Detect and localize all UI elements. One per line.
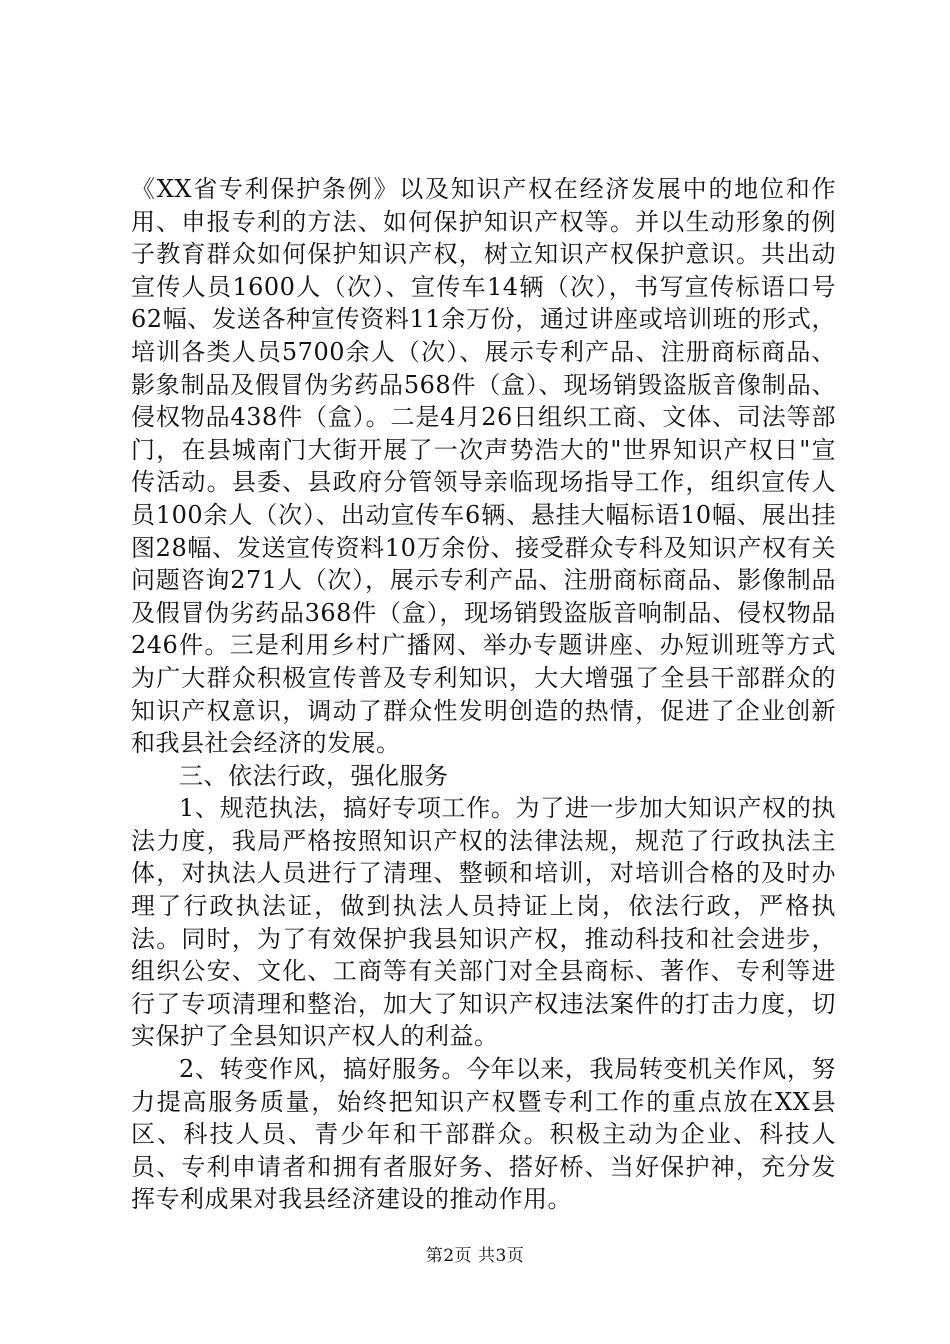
- document-body: [131, 173, 836, 1216]
- section-heading-law-enforcement: 三、依法行政，强化服务: [179, 761, 449, 790]
- paragraph-publicity-summary: 《XX省专利保护条例》以及知识产权在经济发展中的地位和作用、申报专利的方法、如何保护知识产权等。并以生动形象的例子教育群众如何保护知识产权，树立知识产权保护意识。共出动宣传人员1600人（次）、宣传车14辆（次），书写宣传标语口号62幅、发送各种宣传资料11余万份，通过讲座或培训班的形式，培训各类人员5700余人（次）、展示专利产品、注册商标商品、影象制品及假冒伪劣药品568件（盒）、现场销毁盗版音像制品、侵权物品438件（盒）。二是4月26日组织工商、文体、司法等部门，在县城南门大街开展了一次声势浩大的"世界知识产权日"宣传活动。县委、县政府分管领导亲临现场指导工作，组织宣传人员100余人（次）、出动宣传车6辆、悬挂大幅标语10幅、展出挂图28幅、发送宣传资料10万余份、接受群众专科及知识产权有关问题咨询271人（次），展示专利产品、注册商标商品、影像制品及假冒伪劣药品368件（盒），现场销毁盗版音响制品、侵权物品246件。三是利用乡村广播网、举办专题讲座、办短训班等方式为广大群众积极宣传普及专利知识，大大增强了全县干部群众的知识产权意识，调动了群众性发明创造的热情，促进了企业创新和我县社会经济的发展。: [131, 175, 836, 758]
- paragraph-standardize-enforcement: 1、规范执法，搞好专项工作。为了进一步加大知识产权的执法力度，我局严格按照知识产权的法律法规，规范了行政执法主体，对执法人员进行了清理、整顿和培训，对培训合格的及时办理了行政执法证，做到执法人员持证上岗，依法行政，严格执法。同时，为了有效保护我县知识产权，推动科技和社会进步，组织公安、文化、工商等有关部门对全县商标、著作、专利等进行了专项清理和整治，加大了知识产权违法案件的打击力度，切实保护了全县知识产权人的利益。: [131, 794, 836, 1051]
- page-number-footer: 第2页 共3页: [425, 1246, 525, 1266]
- paragraph-improve-service: 2、转变作风，搞好服务。今年以来，我局转变机关作风，努力提高服务质量，始终把知识产权暨专利工作的重点放在XX县区、科技人员、青少年和干部群众。积极主动为企业、科技人员、专利申请者和拥有者服好务、搭好桥、当好保护神，充分发挥专利成果对我县经济建设的推动作用。: [131, 1055, 836, 1214]
